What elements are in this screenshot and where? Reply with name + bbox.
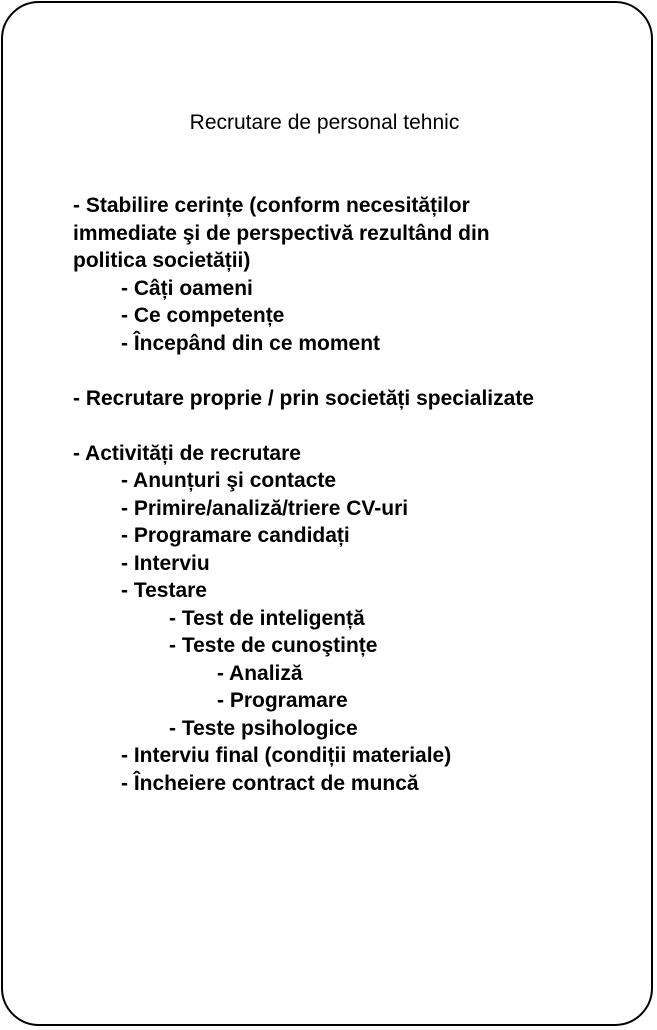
spacer xyxy=(73,412,633,440)
activities-heading: - Activități de recrutare xyxy=(73,441,301,465)
list-item: - Interviu xyxy=(121,551,210,575)
requirements-line-3: politica societății) xyxy=(73,249,251,272)
list-item: - Programare xyxy=(217,689,348,712)
list-item: - Teste de cunoştințe xyxy=(169,634,378,657)
list-item: - Testare xyxy=(121,579,207,602)
list-item: - Analiză xyxy=(217,661,303,685)
list-item: - Teste psihologice xyxy=(169,716,358,740)
content-list xyxy=(73,192,633,797)
list-item: - Test de inteligență xyxy=(169,606,365,630)
slide-card xyxy=(1,1,653,1026)
list-item: - Primire/analiză/triere CV-uri xyxy=(121,496,409,520)
list-item: - Programare candidați xyxy=(121,524,350,547)
list-item: - Anunțuri şi contacte xyxy=(121,469,337,492)
list-item: - Ce competențe xyxy=(121,304,285,327)
page-title: Recrutare de personal tehnic xyxy=(189,111,460,134)
list-item: - Începând din ce moment xyxy=(121,331,381,355)
list-item: - Încheiere contract de muncă xyxy=(121,771,419,795)
requirements-line-2: immediate şi de perspectivă rezultând din xyxy=(73,221,490,245)
requirements-line-1: - Stabilire cerințe (conform necesităților xyxy=(73,194,470,217)
spacer xyxy=(73,357,633,385)
recruitment-type: - Recrutare proprie / prin societăți specializate xyxy=(73,386,534,410)
list-item: - Câți oameni xyxy=(121,276,253,300)
list-item: - Interviu final (condiții materiale) xyxy=(121,744,452,767)
